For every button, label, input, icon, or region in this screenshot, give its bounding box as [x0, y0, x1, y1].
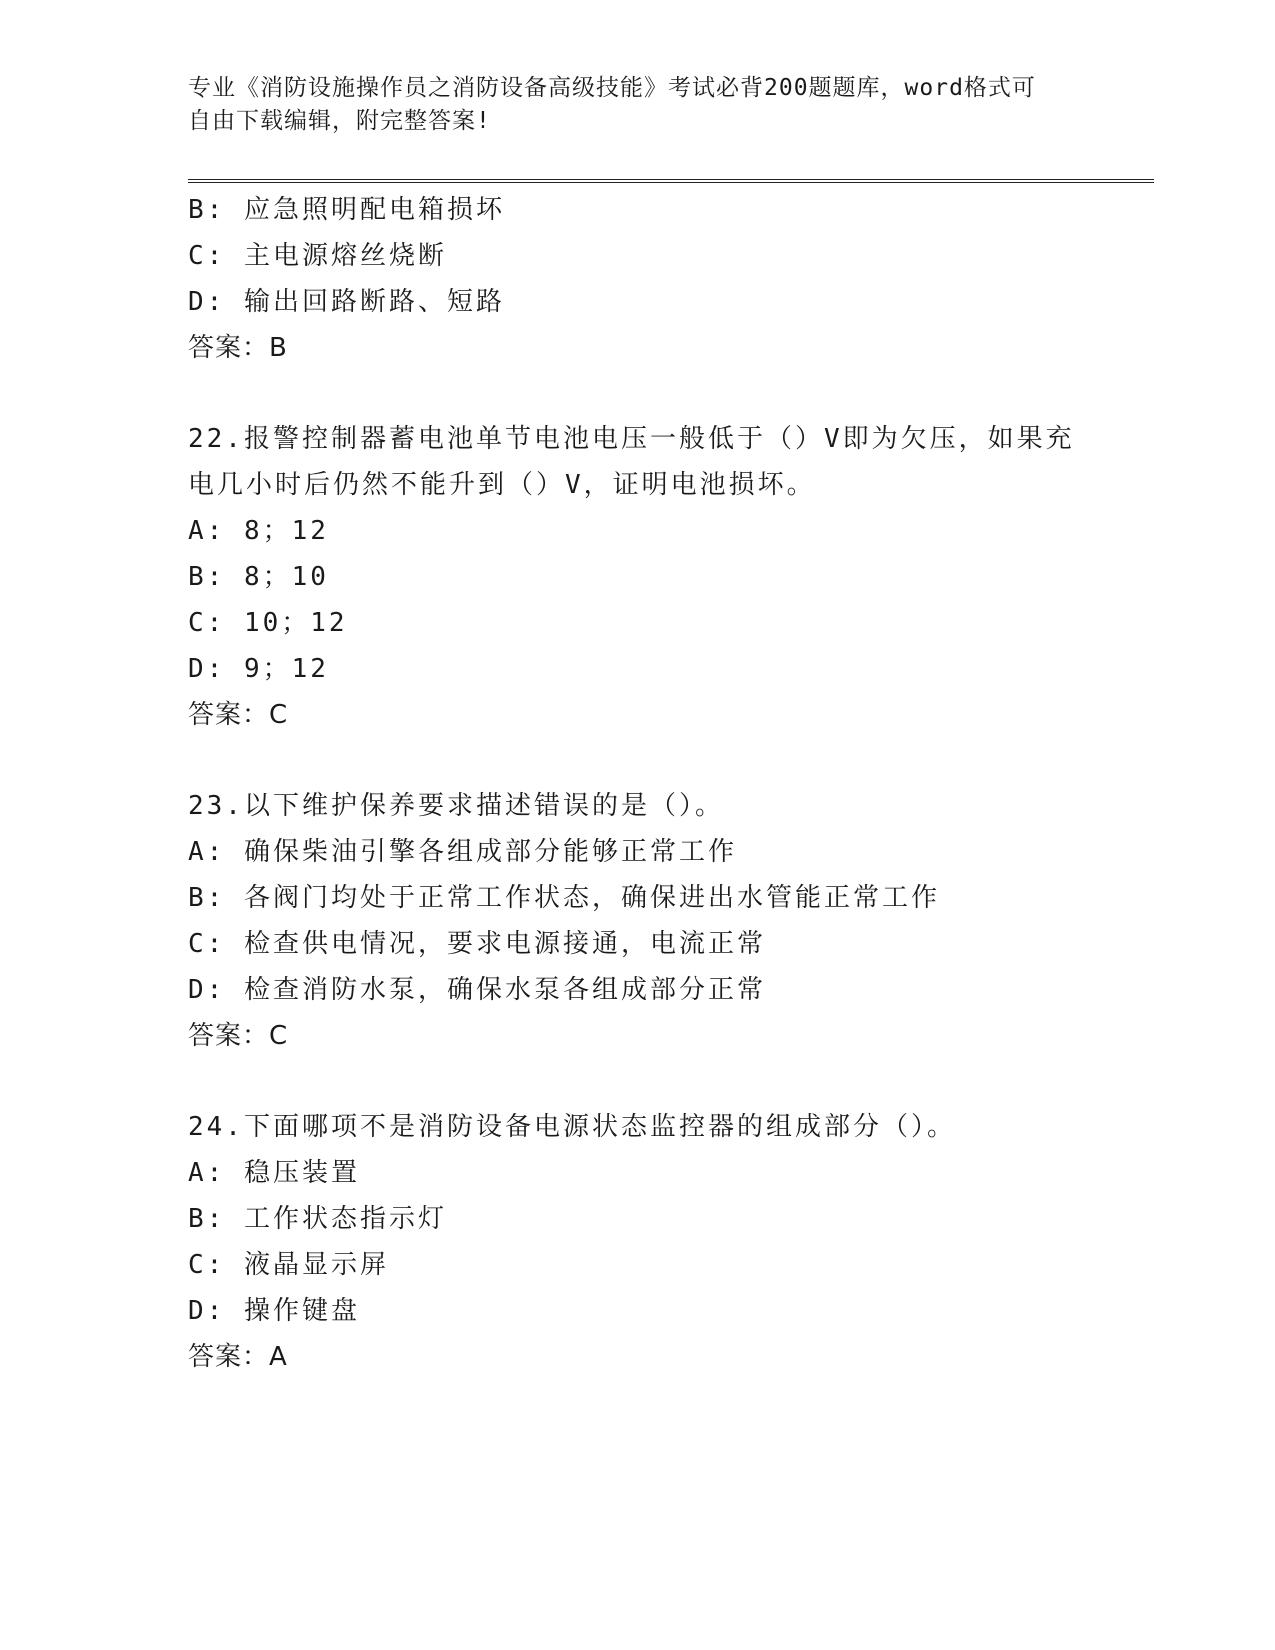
option-d: D: 检查消防水泵，确保水泵各组成部分正常	[188, 975, 766, 1005]
header-line-1: 专业《消防设施操作员之消防设备高级技能》考试必背200题题库，word格式可	[188, 75, 1036, 101]
question-22	[188, 416, 1088, 738]
header-line-2: 自由下载编辑，附完整答案!	[188, 108, 491, 134]
question-list	[188, 187, 1088, 1380]
question-stem-line: 23.以下维护保养要求描述错误的是（）。	[188, 791, 724, 821]
question-stem-line: 24.下面哪项不是消防设备电源状态监控器的组成部分（）。	[188, 1112, 956, 1142]
question-stem-line: 电几小时后仍然不能升到（）V，证明电池损坏。	[188, 470, 816, 500]
option-c: C: 检查供电情况，要求电源接通，电流正常	[188, 929, 766, 959]
question-23	[188, 783, 1088, 1059]
option-d: D: 操作键盘	[188, 1296, 360, 1326]
option-b: B: 应急照明配电箱损坏	[188, 195, 505, 225]
option-c: C: 10；12	[188, 608, 348, 638]
option-c: C: 主电源熔丝烧断	[188, 241, 447, 271]
question-24	[188, 1104, 1088, 1380]
option-a: A: 确保柴油引擎各组成部分能够正常工作	[188, 837, 737, 867]
question-stem-line: 22.报警控制器蓄电池单节电池电压一般低于（）V即为欠压，如果充	[188, 424, 1075, 454]
answer-line: 答案：A	[188, 1342, 288, 1372]
option-d: D: 输出回路断路、短路	[188, 287, 505, 317]
option-c: C: 液晶显示屏	[188, 1250, 389, 1280]
spacer	[188, 371, 1088, 416]
option-b: B: 8；10	[188, 562, 329, 592]
option-b: B: 各阀门均处于正常工作状态，确保进出水管能正常工作	[188, 883, 940, 913]
spacer	[188, 738, 1088, 783]
spacer	[188, 1059, 1088, 1104]
page-header	[188, 72, 1068, 138]
answer-line: 答案：C	[188, 1021, 289, 1051]
answer-line: 答案：C	[188, 700, 289, 730]
option-a: A: 稳压装置	[188, 1158, 360, 1188]
answer-line: 答案：B	[188, 333, 288, 363]
header-divider	[188, 179, 1154, 183]
option-d: D: 9；12	[188, 654, 329, 684]
option-a: A: 8；12	[188, 516, 329, 546]
option-b: B: 工作状态指示灯	[188, 1204, 447, 1234]
question-21-continued	[188, 187, 1088, 371]
